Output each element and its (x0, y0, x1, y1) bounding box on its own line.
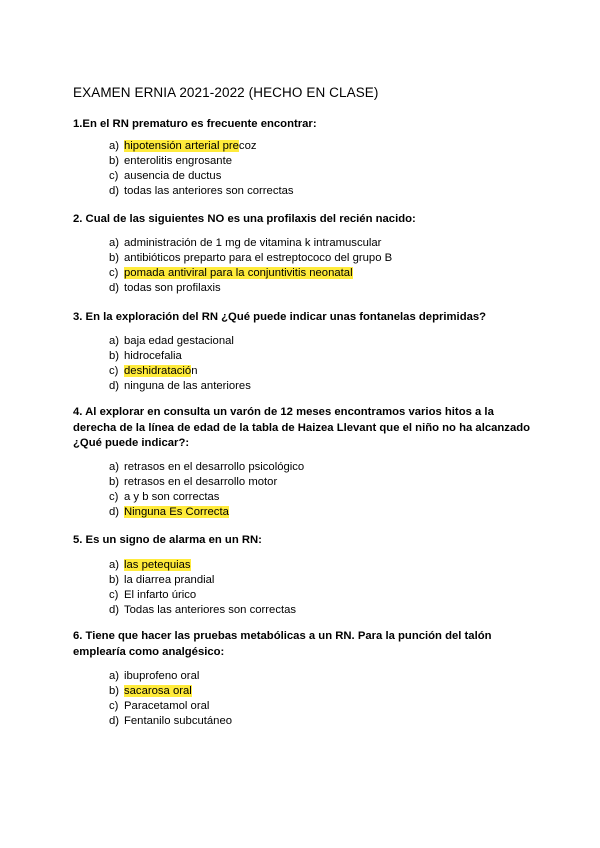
option-letter: d) (109, 604, 120, 616)
option-letter: a) (109, 237, 120, 249)
highlighted-answer: deshidratació (124, 365, 192, 377)
option (109, 505, 304, 520)
option (109, 684, 232, 699)
option-text: ibuprofeno oral (124, 670, 200, 682)
option (109, 266, 392, 281)
option-text: administración de 1 mg de vitamina k intramuscular (124, 237, 382, 249)
option-text: enterolitis engrosante (124, 155, 233, 167)
option-text: Todas las anteriores son correctas (124, 604, 297, 616)
option-letter: d) (109, 282, 120, 294)
option-text: ausencia de ductus (124, 170, 222, 182)
option (109, 490, 304, 505)
option (109, 364, 251, 379)
question-5: 5. Es un signo de alarma en un RN: (73, 534, 262, 546)
option (109, 334, 251, 349)
option-text: todas las anteriores son correctas (124, 185, 294, 197)
option-text: ninguna de las anteriores (124, 380, 251, 392)
page-title: EXAMEN ERNIA 2021-2022 (HECHO EN CLASE) (73, 85, 379, 100)
option (109, 475, 304, 490)
option (109, 236, 392, 251)
question-1: 1.En el RN prematuro es frecuente encontrar: (73, 118, 317, 130)
option (109, 714, 232, 729)
option-text: hidrocefalia (124, 350, 182, 362)
option (109, 251, 392, 266)
option (109, 379, 251, 394)
option (109, 573, 296, 588)
option-text: El infarto úrico (124, 589, 197, 601)
option-letter: b) (109, 350, 120, 362)
option-letter: c) (109, 267, 119, 279)
option-letter: b) (109, 574, 120, 586)
option-text: antibióticos preparto para el estreptococo del grupo B (124, 252, 393, 264)
option-letter: c) (109, 491, 119, 503)
option-letter: d) (109, 185, 120, 197)
option (109, 558, 296, 573)
question-4-options (109, 460, 304, 520)
highlighted-answer: Ninguna Es Correcta (124, 506, 229, 518)
option (109, 460, 304, 475)
option-text: coz (238, 140, 257, 152)
question-1-options (109, 139, 294, 199)
option-letter: d) (109, 506, 120, 518)
option (109, 281, 392, 296)
option-text: Fentanilo subcutáneo (124, 715, 233, 727)
question-4: 4. Al explorar en consulta un varón de 12 meses encontramos varios hitos a la derecha de la línea de edad de la tabla de Haizea Llevant que el niño no ha alcanzado ¿Qué puede indicar?: (73, 406, 531, 449)
option-text: la diarrea prandial (124, 574, 215, 586)
option-letter: c) (109, 700, 119, 712)
option (109, 154, 294, 169)
question-6-options (109, 669, 232, 729)
question-3: 3. En la exploración del RN ¿Qué puede indicar unas fontanelas deprimidas? (73, 311, 487, 323)
option-text: retrasos en el desarrollo motor (124, 476, 278, 488)
option-letter: a) (109, 559, 120, 571)
highlighted-answer: sacarosa oral (124, 685, 192, 697)
option-text: todas son profilaxis (124, 282, 221, 294)
option-text: a y b son correctas (124, 491, 220, 503)
option (109, 169, 294, 184)
option-text: retrasos en el desarrollo psicológico (124, 461, 305, 473)
question-3-options (109, 334, 251, 394)
option-letter: a) (109, 140, 120, 152)
option-letter: b) (109, 155, 120, 167)
option-text: n (191, 365, 198, 377)
option-letter: a) (109, 461, 120, 473)
option-letter: b) (109, 476, 120, 488)
question-2: 2. Cual de las siguientes NO es una profilaxis del recién nacido: (73, 213, 416, 225)
option (109, 588, 296, 603)
option-text: Paracetamol oral (124, 700, 210, 712)
option-letter: d) (109, 380, 120, 392)
option (109, 349, 251, 364)
option-letter: c) (109, 170, 119, 182)
question-2-options (109, 236, 392, 296)
option-letter: a) (109, 335, 120, 347)
option (109, 184, 294, 199)
option (109, 603, 296, 618)
option-letter: b) (109, 252, 120, 264)
option (109, 669, 232, 684)
question-6: 6. Tiene que hacer las pruebas metabólicas a un RN. Para la punción del talón emplearía como analgésico: (73, 630, 492, 658)
option-letter: c) (109, 589, 119, 601)
option-letter: b) (109, 685, 120, 697)
question-5-options (109, 558, 296, 618)
option (109, 699, 232, 714)
highlighted-answer: pomada antiviral para la conjuntivitis neonatal (124, 267, 353, 279)
option-letter: d) (109, 715, 120, 727)
option-letter: a) (109, 670, 120, 682)
option-letter: c) (109, 365, 119, 377)
highlighted-answer: hipotensión arterial pre (124, 140, 239, 152)
option (109, 139, 294, 154)
highlighted-answer: las petequias (124, 559, 191, 571)
option-text: baja edad gestacional (124, 335, 234, 347)
